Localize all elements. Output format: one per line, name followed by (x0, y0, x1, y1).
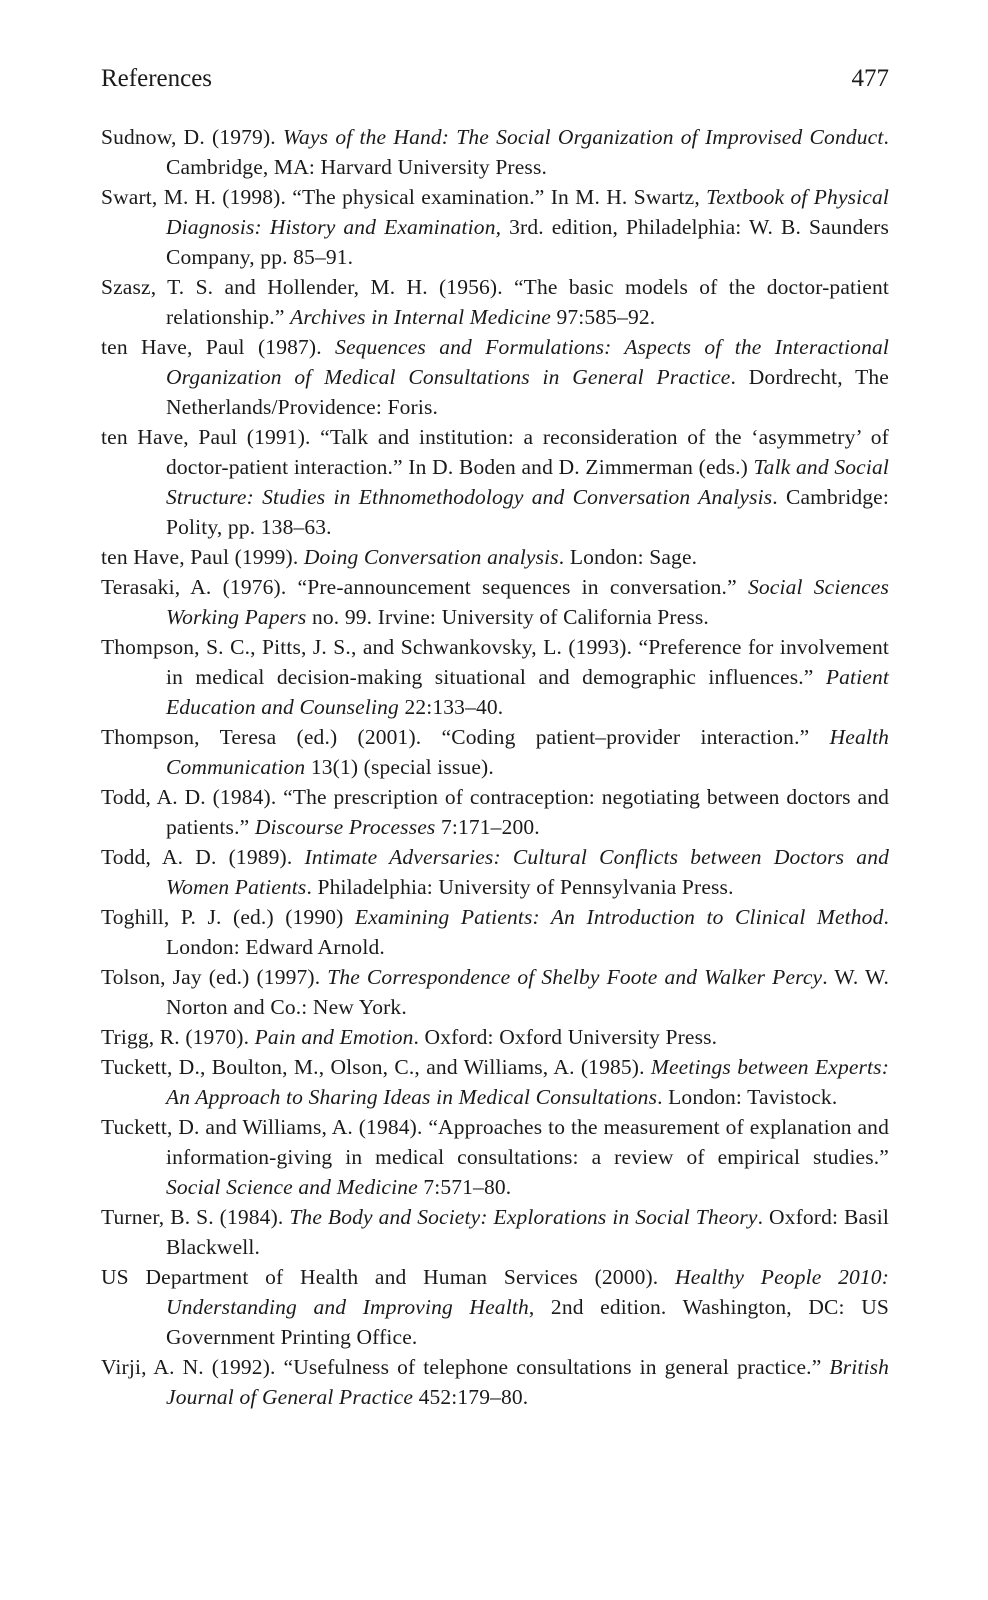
reference-text: 3rd. edition, Philadelphia: W. B. Saunders Company, pp. 85–91. (166, 215, 889, 269)
page-number: 477 (851, 65, 889, 92)
reference-text: . W. W. Norton and Co.: New York. (166, 965, 889, 1019)
reference-title-italic: Social Science and Medicine (166, 1175, 418, 1199)
reference-text: 97:585–92. (550, 305, 656, 329)
reference-entry (101, 572, 889, 632)
reference-text: . Cambridge: Polity, pp. 138–63. (166, 485, 889, 539)
reference-title-italic: Textbook of Physical Diagnosis: History and Examination, (166, 185, 889, 239)
reference-entry (101, 722, 889, 782)
reference-text: . London: Edward Arnold. (166, 905, 890, 959)
reference-text: ten Have, Paul (1999). (101, 545, 304, 569)
reference-text: . Dordrecht, The Netherlands/Providence: Foris. (166, 365, 889, 419)
reference-title-italic: Pain and Emotion (254, 1025, 414, 1049)
reference-text: Virji, A. N. (1992). “Usefulness of telephone consultations in general practice.” (101, 1355, 830, 1379)
reference-title-italic: Intimate Adversaries: Cultural Conflicts between Doctors and Women Patients (166, 845, 889, 899)
reference-text: Tuckett, D. and Williams, A. (1984). “Approaches to the measurement of explanation and information-giving in medical consultations: a review of empirical studies.” (101, 1115, 889, 1169)
reference-title-italic: Talk and Social Structure: Studies in Ethnomethodology and Conversation Analysis (166, 455, 889, 509)
reference-entry (101, 1352, 889, 1412)
reference-entry (101, 842, 889, 902)
reference-text: no. 99. Irvine: University of California Press. (306, 605, 709, 629)
reference-title-italic: Patient Education and Counseling (166, 665, 889, 719)
reference-text: 7:171–200. (435, 815, 540, 839)
reference-text: , 2nd edition. Washington, DC: US Government Printing Office. (166, 1295, 889, 1349)
reference-text: . Philadelphia: University of Pennsylvania Press. (306, 875, 734, 899)
reference-text: Todd, A. D. (1984). “The prescription of contraception: negotiating between doctors and patients.” (101, 785, 889, 839)
reference-text: Terasaki, A. (1976). “Pre-announcement sequences in conversation.” (101, 575, 748, 599)
reference-entry (101, 1052, 889, 1112)
section-title: References (101, 65, 213, 92)
reference-text: . London: Tavistock. (657, 1085, 838, 1109)
reference-text: Todd, A. D. (1989). (101, 845, 305, 869)
reference-text: Thompson, Teresa (ed.) (2001). “Coding patient–provider interaction.” (101, 725, 830, 749)
reference-entry (101, 1202, 889, 1262)
reference-text: 22:133–40. (398, 695, 504, 719)
reference-text: . Cambridge, MA: Harvard University Press. (166, 125, 889, 179)
reference-title-italic: Discourse Processes (254, 815, 436, 839)
reference-text: ten Have, Paul (1987). (101, 335, 336, 359)
reference-entry (101, 332, 889, 422)
reference-entry (101, 782, 889, 842)
reference-text: Szasz, T. S. and Hollender, M. H. (1956). “The basic models of the doctor-patient relationship.” (101, 275, 889, 329)
reference-text: . Oxford: Oxford University Press. (413, 1025, 718, 1049)
reference-entry (101, 122, 889, 182)
reference-entry (101, 1262, 889, 1352)
reference-title-italic: British Journal of General Practice (166, 1355, 889, 1409)
reference-text: US Department of Health and Human Services (2000). (101, 1265, 676, 1289)
reference-text: . Oxford: Basil Blackwell. (166, 1205, 889, 1259)
reference-title-italic: Social Sciences Working Papers (166, 575, 889, 629)
reference-text: 7:571–80. (417, 1175, 512, 1199)
book-page (101, 62, 889, 1412)
reference-entry (101, 422, 889, 542)
running-head (101, 62, 889, 96)
reference-title-italic: Examining Patients: An Introduction to Clinical Method (354, 905, 884, 929)
reference-entry (101, 542, 889, 572)
reference-title-italic: Doing Conversation analysis (303, 545, 559, 569)
reference-title-italic: Healthy People 2010: Understanding and Improving Health (166, 1265, 890, 1319)
reference-title-italic: Ways of the Hand: The Social Organization of Improvised Conduct (282, 125, 884, 149)
reference-title-italic: Archives in Internal Medicine (290, 305, 551, 329)
reference-entry (101, 962, 889, 1022)
reference-entry (101, 1022, 889, 1052)
reference-text: Trigg, R. (1970). (101, 1025, 255, 1049)
reference-text: ten Have, Paul (1991). “Talk and institution: a reconsideration of the ‘asymmetry’ of doctor-patient interaction.” In D. Boden and D. Zimmerman (eds.) (101, 425, 889, 479)
reference-title-italic: Meetings between Experts: An Approach to Sharing Ideas in Medical Consultations (166, 1055, 889, 1109)
reference-entry (101, 272, 889, 332)
reference-entry (101, 632, 889, 722)
reference-entry (101, 182, 889, 272)
reference-text: Tuckett, D., Boulton, M., Olson, C., and Williams, A. (1985). (101, 1055, 651, 1079)
reference-entry (101, 902, 889, 962)
reference-entry (101, 1112, 889, 1202)
reference-title-italic: Sequences and Formulations: Aspects of the Interactional Organization of Medical Consultations in General Practice (166, 335, 889, 389)
reference-text: 452:179–80. (413, 1385, 529, 1409)
reference-text: Swart, M. H. (1998). “The physical examination.” In M. H. Swartz, (101, 185, 707, 209)
reference-text: 13(1) (special issue). (305, 755, 494, 779)
reference-text: Thompson, S. C., Pitts, J. S., and Schwankovsky, L. (1993). “Preference for involvement in medical decision-making situational and demographic influences.” (101, 635, 889, 689)
reference-title-italic: Health Communication (166, 725, 889, 779)
reference-text: Turner, B. S. (1984). (101, 1205, 290, 1229)
reference-title-italic: The Body and Society: Explorations in Social Theory (289, 1205, 758, 1229)
reference-text: Sudnow, D. (1979). (101, 125, 283, 149)
reference-text: Tolson, Jay (ed.) (1997). (101, 965, 328, 989)
reference-text: . London: Sage. (558, 545, 698, 569)
reference-text: Toghill, P. J. (ed.) (1990) (101, 905, 355, 929)
reference-list (101, 122, 889, 1412)
reference-title-italic: The Correspondence of Shelby Foote and Walker Percy (327, 965, 823, 989)
